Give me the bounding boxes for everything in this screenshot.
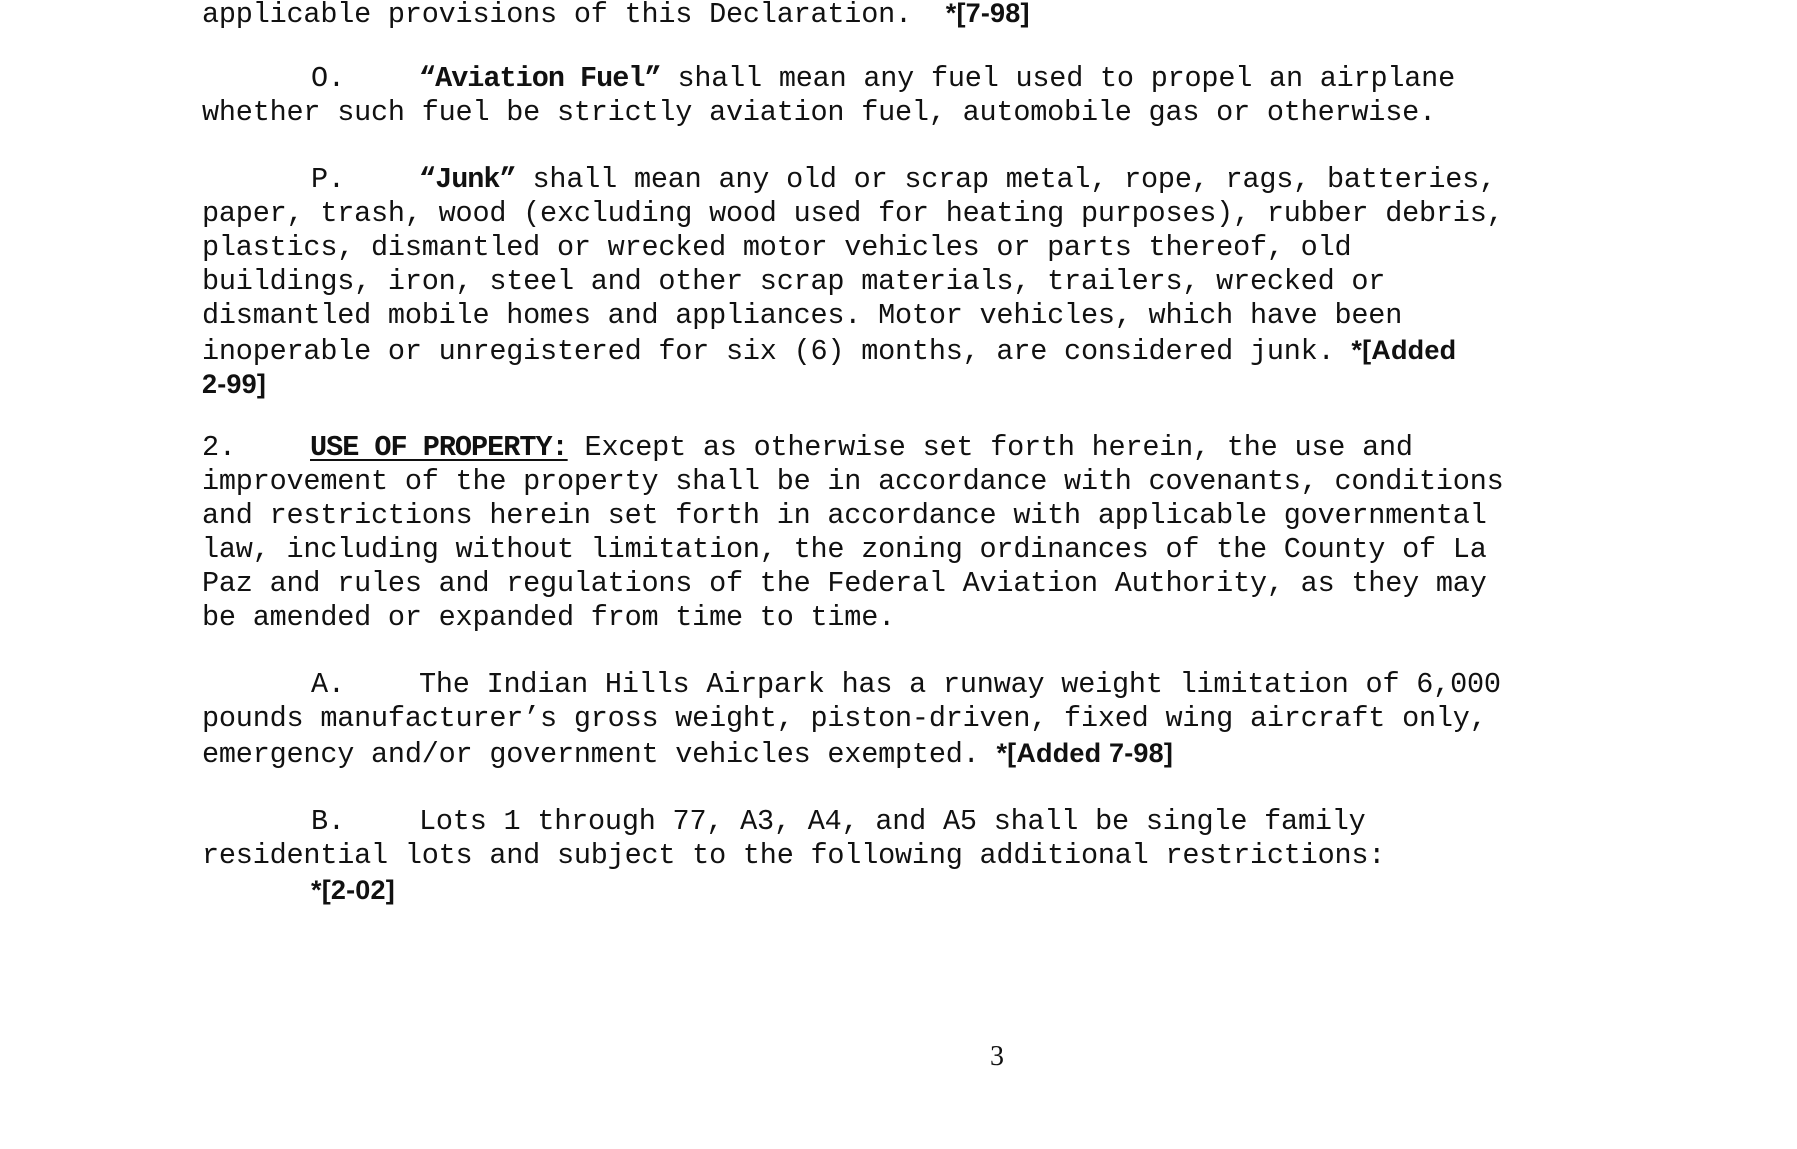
section-a-line-2: pounds manufacturer’s gross weight, piston-driven, fixed wing aircraft only, bbox=[202, 702, 1487, 735]
section-p-paragraph bbox=[202, 163, 1602, 401]
section-2-line-3: and restrictions herein set forth in accordance with applicable governmental bbox=[202, 499, 1487, 532]
section-o-paragraph bbox=[202, 62, 1602, 130]
section-p-term: “Junk” bbox=[419, 163, 516, 196]
intro-text: applicable provisions of this Declaration. bbox=[202, 0, 912, 31]
section-a-line-1 bbox=[202, 668, 1602, 702]
page-number: 3 bbox=[990, 1041, 1004, 1072]
section-a-marker: A. bbox=[311, 668, 345, 701]
section-2-line-1-text: Except as otherwise set forth herein, the use and bbox=[567, 431, 1413, 464]
section-o-marker: O. bbox=[311, 62, 345, 95]
section-2-marker: 2. bbox=[202, 431, 236, 464]
section-b-paragraph bbox=[202, 805, 1602, 907]
section-o-line-2: whether such fuel be strictly aviation fuel, automobile gas or otherwise. bbox=[202, 96, 1436, 129]
section-p-line-4: buildings, iron, steel and other scrap materials, trailers, wrecked or bbox=[202, 265, 1386, 298]
section-a-line-1-text: The Indian Hills Airpark has a runway weight limitation of 6,000 bbox=[419, 668, 1501, 701]
section-p-amendment-tag-part-2: 2-99] bbox=[202, 369, 267, 399]
section-2-line-2: improvement of the property shall be in accordance with covenants, conditions bbox=[202, 465, 1504, 498]
section-p-line-5: dismantled mobile homes and appliances. Motor vehicles, which have been bbox=[202, 299, 1403, 332]
section-a-line-3-text: emergency and/or government vehicles exempted. bbox=[202, 738, 997, 771]
section-p-line-6 bbox=[202, 333, 1602, 367]
section-a-line-3 bbox=[202, 736, 1602, 770]
section-p-line-1 bbox=[202, 163, 1602, 197]
section-a-paragraph bbox=[202, 668, 1602, 770]
intro-paragraph bbox=[202, 0, 1602, 30]
section-2-line-5: Paz and rules and regulations of the Federal Aviation Authority, as they may bbox=[202, 567, 1487, 600]
section-a-amendment-tag: *[Added 7-98] bbox=[996, 738, 1174, 768]
section-2-line-6: be amended or expanded from time to time. bbox=[202, 601, 896, 634]
section-p-line-2: paper, trash, wood (excluding wood used for heating purposes), rubber debris, bbox=[202, 197, 1504, 230]
section-p-line-6-text: inoperable or unregistered for six (6) months, are considered junk. bbox=[202, 335, 1352, 368]
section-2-line-1 bbox=[202, 431, 1602, 465]
section-o-term: “Aviation Fuel” bbox=[419, 62, 661, 95]
section-p-marker: P. bbox=[311, 163, 345, 196]
section-b-line-2: residential lots and subject to the following additional restrictions: bbox=[202, 839, 1386, 872]
section-o-line-1-text: shall mean any fuel used to propel an airplane bbox=[660, 62, 1455, 95]
section-p-line-3: plastics, dismantled or wrecked motor vehicles or parts thereof, old bbox=[202, 231, 1352, 264]
section-b-marker: B. bbox=[311, 805, 345, 838]
section-b-line-1 bbox=[202, 805, 1602, 839]
intro-amendment-tag: *[7-98] bbox=[945, 0, 1030, 28]
section-o-line-1 bbox=[202, 62, 1602, 96]
section-2-paragraph bbox=[202, 431, 1602, 635]
section-b-line-1-text: Lots 1 through 77, A3, A4, and A5 shall be single family bbox=[419, 805, 1366, 838]
section-p-line-1-text: shall mean any old or scrap metal, rope, rags, batteries, bbox=[515, 163, 1496, 196]
section-2-heading: USE OF PROPERTY: bbox=[310, 431, 568, 464]
section-b-amendment-tag: *[2-02] bbox=[311, 875, 395, 905]
section-p-amendment-tag-part-1: *[Added bbox=[1351, 335, 1457, 365]
section-2-line-4: law, including without limitation, the zoning ordinances of the County of La bbox=[202, 533, 1487, 566]
intro-line bbox=[202, 0, 1602, 30]
